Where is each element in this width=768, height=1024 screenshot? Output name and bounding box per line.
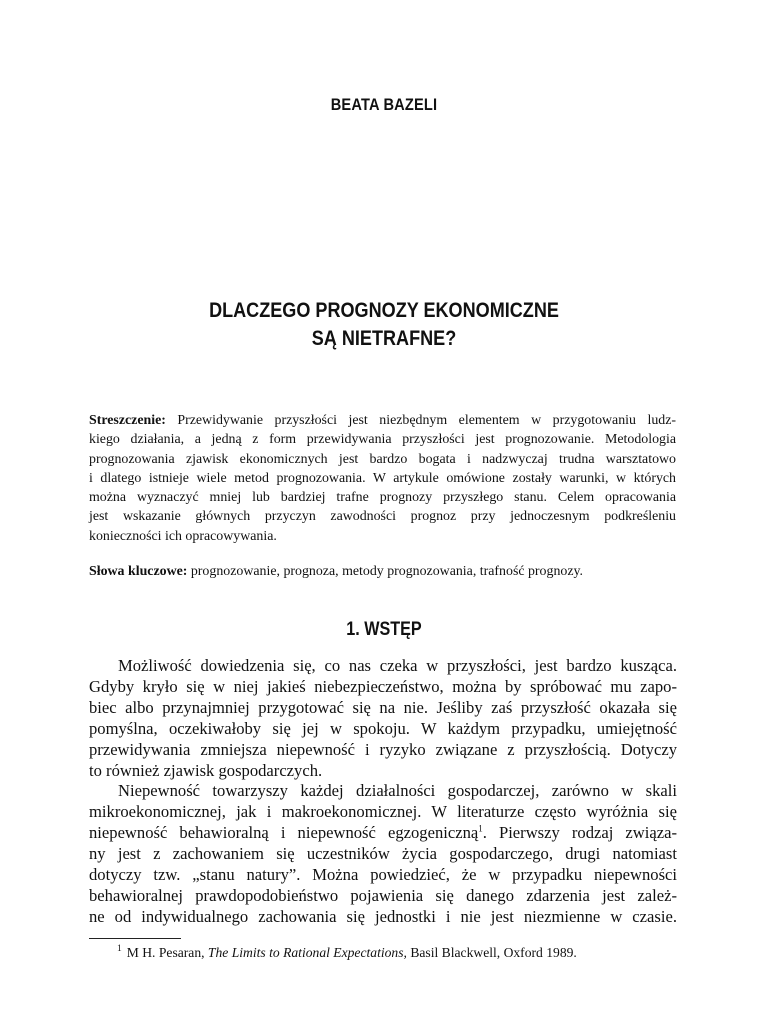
abstract-line: kiego działania, a jedną z form przewidywania przyszłości jest prognozowanie. Metodologia xyxy=(89,432,676,448)
section-heading: 1. WSTĘP xyxy=(346,619,422,640)
body-line: ny jest z zachowaniem się uczestników życia gospodarczego, drugi natomiast xyxy=(89,844,677,864)
body-line: pomyślna, oczekiwałoby się jej w spokoju. W każdym przypadku, umiejętność xyxy=(89,718,677,738)
abstract-line: prognozowania zjawisk ekonomicznych jest bardzo bogata i nadzwyczaj trudna warsztatowo xyxy=(89,451,676,467)
body-line: Niepewność towarzyszy każdej działalności gospodarczej, zarówno w skali xyxy=(118,781,677,801)
body-line: przewidywania zmniejsza niepewność i ryzyko związane z przyszłością. Dotyczy xyxy=(89,739,677,759)
title-line-2: SĄ NIETRAFNE? xyxy=(311,326,457,350)
keywords xyxy=(89,562,676,581)
abstract xyxy=(89,411,676,546)
body-line: biec albo przynajmniej przygotować się na nie. Jeśliby zaś przyszłość okazała się xyxy=(89,697,677,717)
body-line: behawioralnej prawdopodobieństwo pojawienia się danego zdarzenia jest zależ- xyxy=(89,885,677,905)
body-line: Możliwość dowiedzenia się, co nas czeka w przyszłości, jest bardzo kusząca. xyxy=(118,656,677,675)
body-line: mikroekonomicznej, jak i makroekonomicznej. W literaturze często wyróżnia się xyxy=(89,802,677,822)
body-line: ne od indywidualnego zachowania się jednostki i nie jest niezmienne w czasie. xyxy=(89,906,677,926)
keywords-label: Słowa kluczowe: xyxy=(89,564,188,579)
title-line-1: DLACZEGO PROGNOZY EKONOMICZNE xyxy=(209,298,559,322)
body-line: dotyczy tzw. „stanu natury”. Można powiedzieć, że w przypadku niepewności xyxy=(89,865,677,885)
footnote-reference[interactable]: 1 xyxy=(478,823,483,834)
body-line: to również zjawisk gospodarczych. xyxy=(89,760,323,780)
author-name: BEATA BAZELI xyxy=(330,95,438,114)
abstract-line: jest wskazanie głównych przyczyn zawodności prognoz przy jednoczesnym podkreśleniu xyxy=(89,509,676,525)
body-line: niepewność behawioralną i niepewność egzogeniczną$^1$. Pierwszy rodzaj związa- xyxy=(89,823,677,843)
abstract-line: można wyznaczyć mniej lub bardziej trafne prognozy przyszłego stanu. Celem opracowania xyxy=(89,490,676,506)
abstract-line: i dlatego istnieje wiele metod prognozowania. W artykule omówione zostały warunki, w których xyxy=(89,470,676,486)
paper-title xyxy=(61,296,706,352)
footnote-divider xyxy=(89,938,181,939)
abstract-label: Streszczenie: xyxy=(89,413,166,428)
footnote xyxy=(117,944,677,962)
body-text xyxy=(89,656,677,928)
footnote-author: M H. Pesaran, xyxy=(126,945,208,960)
footnote-publisher: Basil Blackwell, Oxford 1989. xyxy=(406,945,577,960)
footnote-book-title: The Limits to Rational Expectations, xyxy=(207,945,407,960)
footnote-mark: 1 xyxy=(117,944,122,955)
keywords-text: prognozowanie, prognoza, metody prognozowania, trafność prognozy. xyxy=(187,564,584,579)
body-line: Gdyby kryło się w niej jakieś niebezpieczeństwo, można by spróbować mu zapo- xyxy=(89,676,677,696)
abstract-line: konieczności ich opracowywania. xyxy=(89,528,277,544)
abstract-line: Streszczenie: Przewidywanie przyszłości jest niezbędnym elementem w przygotowaniu ludz- xyxy=(89,413,676,428)
